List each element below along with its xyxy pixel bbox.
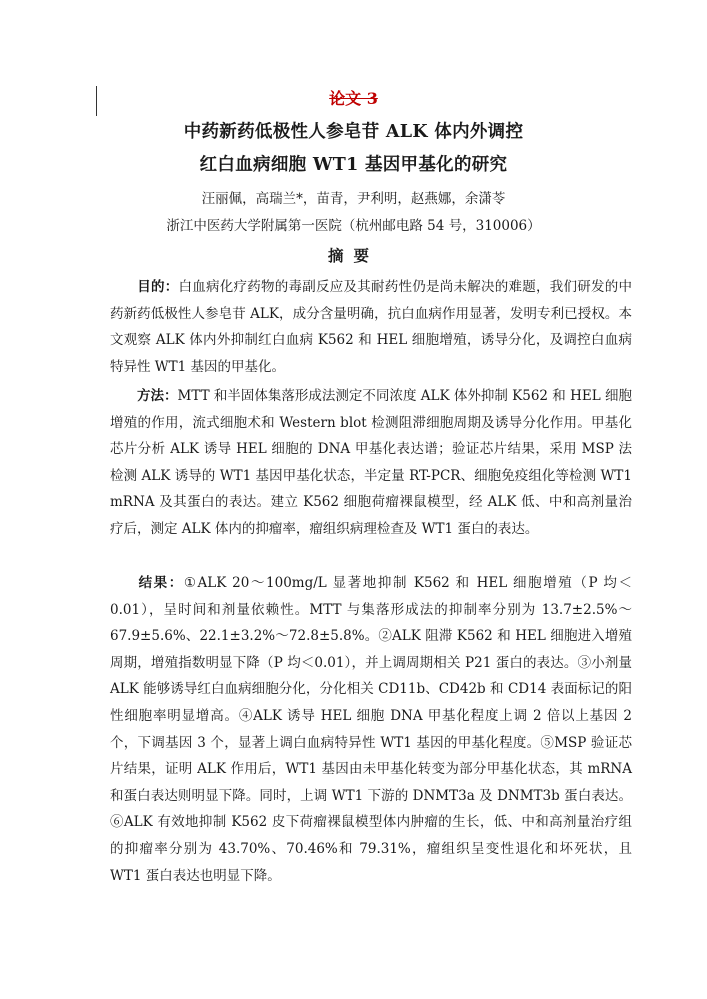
- author-list: 汪丽佩，高瑞兰*，苗青，尹利明，赵燕娜，余潇苓: [201, 191, 506, 207]
- title-line-1: 中药新药低极性人参皂苷 ALK 体内外调控: [183, 122, 524, 142]
- results-text: ①ALK 20～100mg/L 显著地抑制 K562 和 HEL 细胞增殖（P 均＜0.01），呈时间和剂量依赖性。MTT 与集落形成法的抑制率分别为 13.7±2.5%～67.9±5.6%、22.1±3.2%～72.8±5.8%。②ALK 阻滞 K562 和 HEL 细胞进入增殖周期，增殖指数明显下降（P 均＜0.01），并上调周期相关 P21 蛋白的表达。③小剂量 ALK 能够诱导红白血病细胞分化，分化相关 CD11b、CD42b 和 CD14 表面标记的阳性细胞率明显增高。④ALK 诱导 HEL 细胞 DNA 甲基化程度上调 2 倍以上基因 2 个，下调基因 3 个，显著上调白血病特异性 WT1 基因的甲基化程度。⑤MSP 验证芯片结果，证明 ALK 作用后，WT1 基因由未甲基化转变为部分甲基化状态，其 mRNA 和蛋白表达则明显下降。同时，上调 WT1 下游的 DNMT3a 及 DNMT3b 蛋白表达。⑥ALK 有效地抑制 K562 皮下荷瘤裸鼠模型体内肿瘤的生长，低、中和高剂量治疗组的抑瘤率分别为 43.70%、70.46%和 79.31%，瘤组织呈变性退化和坏死状，且 WT1 蛋白表达也明显下降。: [110, 575, 632, 884]
- results-paragraph: [110, 570, 632, 889]
- paper-tag: 论文 3: [329, 89, 378, 108]
- results-label: 结果：: [137, 575, 184, 591]
- objective-label: 目的：: [137, 279, 179, 295]
- methods-label: 方法：: [137, 388, 178, 404]
- title-line-2: 红白血病细胞 WT1 基因甲基化的研究: [199, 155, 508, 175]
- abstract-heading: 摘要: [327, 246, 379, 265]
- methods-paragraph: [110, 383, 632, 543]
- objective-text: 白血病化疗药物的毒副反应及其耐药性仍是尚未解决的难题，我们研发的中药新药低极性人参皂苷 ALK，成分含量明确，抗白血病作用显著，发明专利已授权。本文观察 ALK 体内外抑制红白血病 K562 和 HEL 细胞增殖，诱导分化，及调控白血病特异性 WT1 基因的甲基化。: [110, 279, 632, 375]
- methods-text: MTT 和半固体集落形成法测定不同浓度 ALK 体外抑制 K562 和 HEL 细胞增殖的作用，流式细胞术和 Western blot 检测阻滞细胞周期及诱导分化作用。甲基化芯片分析 ALK 诱导 HEL 细胞的 DNA 甲基化表达谱；验证芯片结果，采用 MSP 法检测 ALK 诱导的 WT1 基因甲基化状态，半定量 RT-PCR、细胞免疫组化等检测 WT1 mRNA 及其蛋白的表达。建立 K562 细胞荷瘤裸鼠模型，经 ALK 低、中和高剂量治疗后，测定 ALK 体内的抑瘤率，瘤组织病理检查及 WT1 蛋白的表达。: [110, 388, 632, 537]
- affiliation: 浙江中医药大学附属第一医院（杭州邮电路 54 号，310006）: [166, 218, 541, 234]
- objective-paragraph: [110, 274, 632, 380]
